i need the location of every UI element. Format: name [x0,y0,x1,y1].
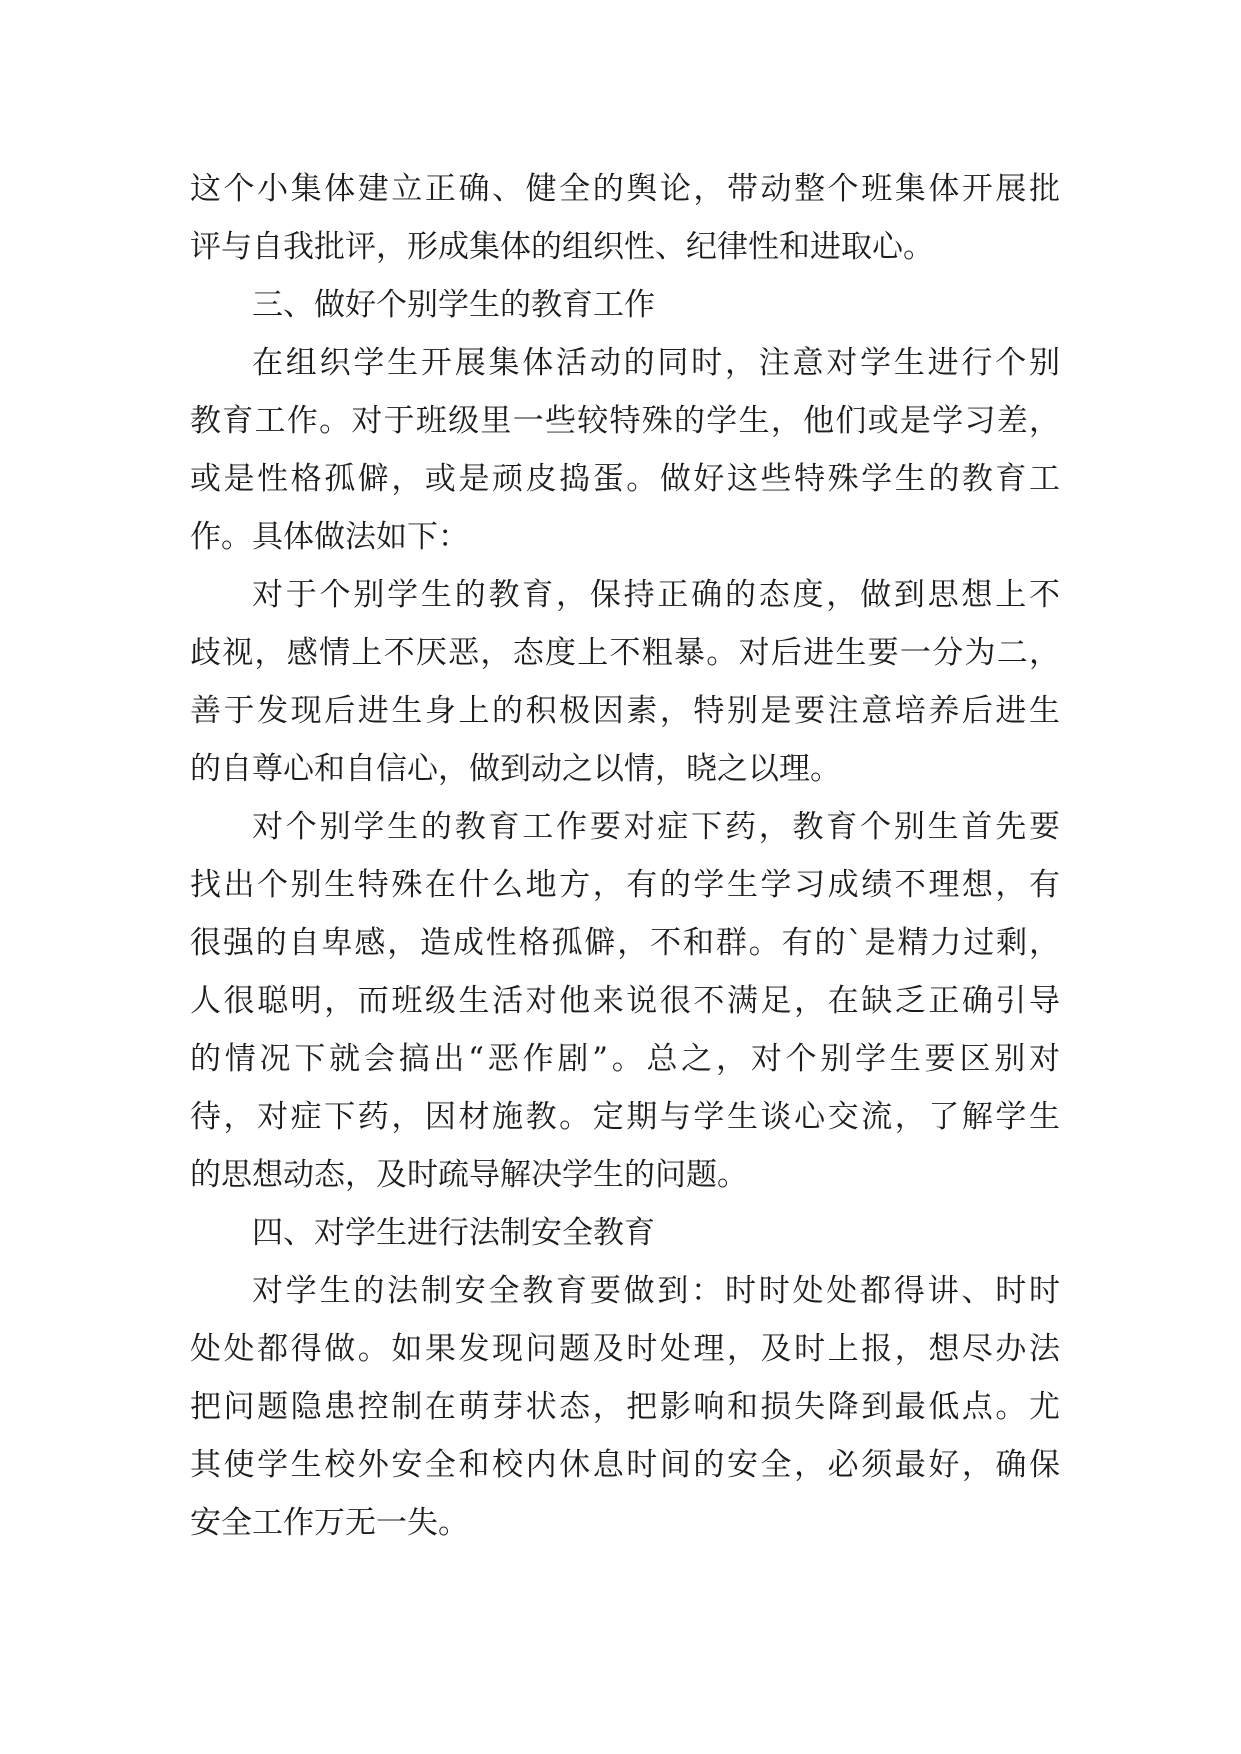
text-line: 的自尊心和自信心，做到动之以情，晓之以理。 [190,751,841,787]
text-line: 找出个别生特殊在什么地方，有的学生学习成绩不理想，有 [190,867,1060,903]
text-line: 善于发现后进生身上的积极因素，特别是要注意培养后进生 [190,693,1060,729]
text-line: 对学生的法制安全教育要做到：时时处处都得讲、时时 [252,1273,1060,1309]
document-body [190,160,1060,1552]
text-line: 人很聪明，而班级生活对他来说很不满足，在缺乏正确引导 [190,983,1060,1019]
text-line: 对个别学生的教育工作要对症下药，教育个别生首先要 [252,809,1060,845]
text-line: 评与自我批评，形成集体的组织性、纪律性和进取心。 [190,229,934,265]
text-line: 歧视，感情上不厌恶，态度上不粗暴。对后进生要一分为二， [190,635,1060,671]
text-line: 安全工作万无一失。 [190,1505,469,1541]
section-heading: 三、做好个别学生的教育工作 [252,287,655,323]
text-line: 其使学生校外安全和校内休息时间的安全，必须最好，确保 [190,1447,1060,1483]
text-line: 很强的自卑感，造成性格孤僻，不和群。有的`是精力过剩， [190,925,1060,961]
section-heading: 四、对学生进行法制安全教育 [252,1215,655,1251]
text-line: 把问题隐患控制在萌芽状态，把影响和损失降到最低点。尤 [190,1389,1060,1425]
text-line: 在组织学生开展集体活动的同时，注意对学生进行个别 [252,345,1060,381]
text-line: 的情况下就会搞出“恶作剧”。总之，对个别学生要区别对 [190,1041,1060,1077]
text-line: 这个小集体建立正确、健全的舆论，带动整个班集体开展批 [190,171,1060,207]
text-line: 教育工作。对于班级里一些较特殊的学生，他们或是学习差， [190,403,1060,439]
text-line: 的思想动态，及时疏导解决学生的问题。 [190,1157,748,1193]
text-line: 处处都得做。如果发现问题及时处理，及时上报，想尽办法 [190,1331,1060,1367]
text-line: 作。具体做法如下： [190,519,469,555]
text-line: 待，对症下药，因材施教。定期与学生谈心交流，了解学生 [190,1099,1060,1135]
text-line: 或是性格孤僻，或是顽皮捣蛋。做好这些特殊学生的教育工 [190,461,1060,497]
text-line: 对于个别学生的教育，保持正确的态度，做到思想上不 [252,577,1060,613]
